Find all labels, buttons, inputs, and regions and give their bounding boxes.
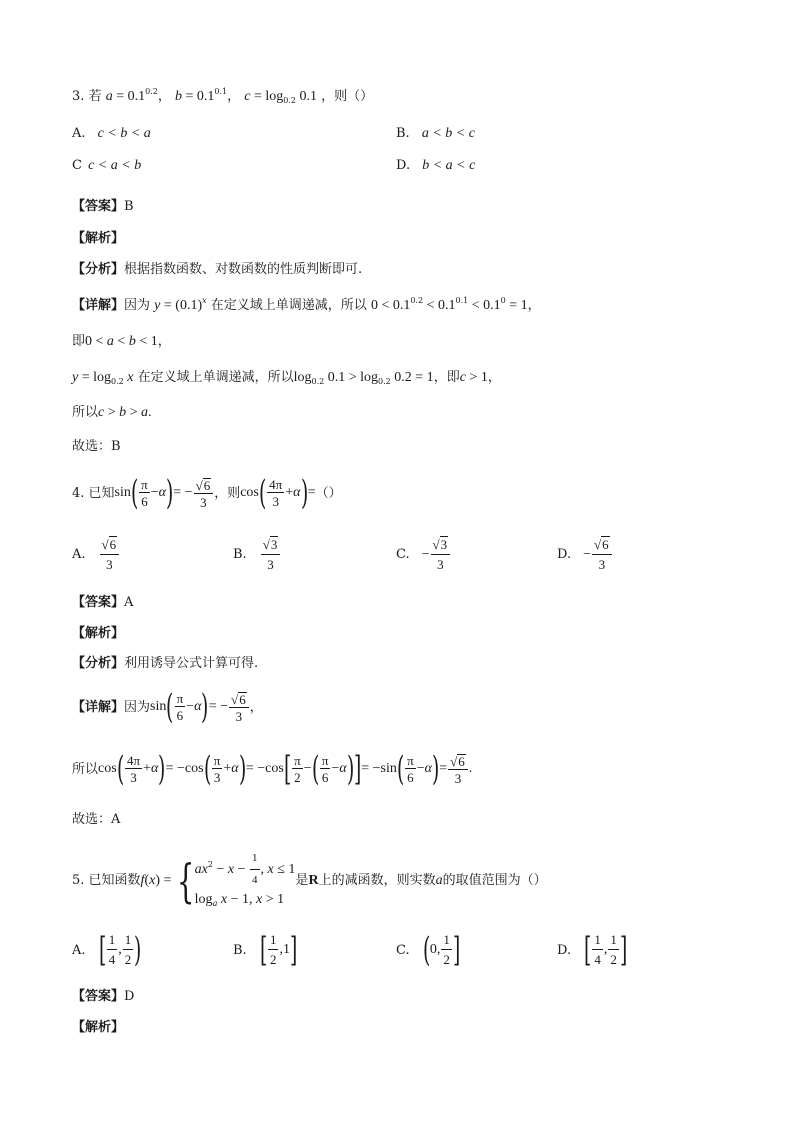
q5-choice-a[interactable]: A. [ $\frac{1}{4}$ , $\frac{1}{2}$ ) (72, 930, 142, 970)
q3-detail-1: 【详解】因为 $y = (0.1)^x$ 在定义域上单调递减，所以 $0 < 0.1^{0.2} < 0.1^{0.1} < 0.1^0 = 1$， (72, 296, 541, 313)
q3-analysis-label: 【解析】 (72, 231, 125, 246)
q5-stem: 5. 已知函数 f ( x ) = { $ax^2 - x$ − $\frac{1}{4}$ , x ≤ 1 $\log_a x - 1$, x > 1 是 R 上的减函数，则实数 a 的取值范围为（） (72, 852, 547, 909)
q3-answer: 【答案】B (72, 199, 134, 214)
q4-choice-d[interactable]: D. − $\frac{√6}{3}$ (557, 536, 613, 573)
q5-choice-c[interactable]: C. ( 0, $\frac{1}{2}$ ] (396, 930, 461, 970)
q4-choice-c[interactable]: C. − $\frac{√3}{3}$ (396, 536, 451, 573)
q3-choice-a[interactable]: A. c < b < a (72, 126, 151, 141)
q3-stem (72, 88, 373, 105)
q3-stem-prefix: 3. 若 (72, 89, 102, 104)
q4-choice-a[interactable]: A. $\frac{√6}{3}$ (72, 536, 120, 573)
q3-choice-c[interactable]: C c < a < b (72, 158, 142, 173)
q3-detail-4: 所以c > b > a. (72, 405, 152, 420)
q5-choice-b[interactable]: B. [ $\frac{1}{2}$ ,1 ] (233, 930, 298, 970)
q3-detail-2: 即0 < a < b < 1， (72, 334, 171, 349)
q3-choice-d[interactable]: D. b < a < c (396, 158, 476, 173)
q3-conditions: $a = 0.1^{0.2}$， $b = 0.1^{0.1}$， $c = \log_{0.2} 0.1$ (105, 87, 318, 105)
q4-stem: 4. 已知 sin ( $\frac{\pi}{6}$ − α ) = − $\frac{√6}{3}$ ，则 cos ( $\frac{4\pi}{3}$ + α ) = （） (72, 473, 342, 513)
q3-choose: 故选：B (72, 439, 121, 454)
q3-stem-suffix: ，则（） (321, 89, 374, 104)
q3-fenxi: 【分析】根据指数函数、对数函数的性质判断即可. (72, 262, 363, 277)
q4-analysis-label: 【解析】 (72, 626, 125, 641)
q4-detail-2: 所以 cos ( $\frac{4\pi}{3}$ + α ) = −cos ( $\frac{\pi}{3}$ + α ) = −cos [ $\frac{\pi}{2}$ − ( $\frac{\pi}{6}$ − α ) ] = −sin ( $\frac{\pi}{6}$ − α ) = $\frac{√6}{3}$ . (72, 749, 473, 789)
q5-analysis-label: 【解析】 (72, 1020, 125, 1035)
q3-detail-3: $y = \log_{0.2} x$ 在定义域上单调递减，所以$\log_{0.2} 0.1 > \log_{0.2} 0.2 = 1$，即c > 1， (72, 370, 501, 386)
q5-choice-d[interactable]: D. [ $\frac{1}{4}$ , $\frac{1}{2}$ ] (557, 930, 628, 970)
q4-choose: 故选：A (72, 812, 121, 827)
q4-answer: 【答案】A (72, 595, 134, 610)
q5-answer: 【答案】D (72, 989, 135, 1004)
q4-detail-1: 【详解】 因为 sin ( $\frac{\pi}{6}$ − α ) = − $\frac{√6}{3}$ ， (72, 687, 263, 727)
q4-choice-b[interactable]: B. $\frac{√3}{3}$ (233, 536, 281, 573)
q4-fenxi: 【分析】利用诱导公式计算可得. (72, 656, 259, 671)
q3-choice-b[interactable]: B. a < b < c (396, 126, 475, 141)
